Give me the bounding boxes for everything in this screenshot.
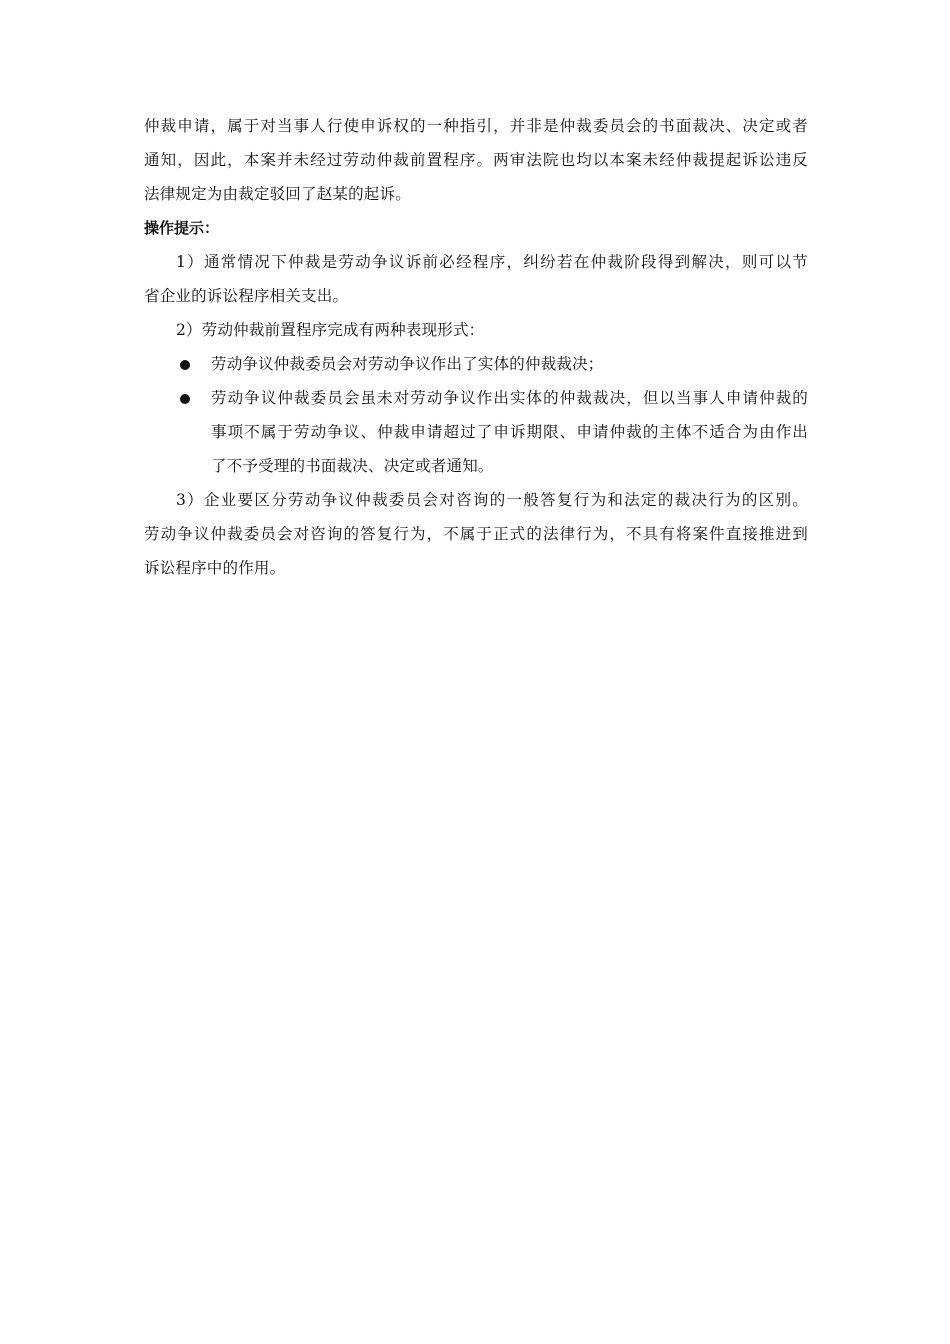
bullet-2-line-2: 事项不属于劳动争议、仲裁申请超过了申诉期限、申请仲裁的主体不适合为由作出 [211,423,808,441]
tip-3-paragraph [144,490,808,579]
intro-line-3: 法律规定为由裁定驳回了赵某的起诉。 [144,185,411,203]
tip-2-paragraph [144,320,808,341]
bullet-1-line-1: 劳动争议仲裁委员会对劳动争议作出了实体的仲裁裁决； [211,355,604,373]
tip-3-line-1: 3）企业要区分劳动争议仲裁委员会对咨询的一般答复行为和法定的裁决行为的区别。 [176,491,808,509]
bullet-2-line-1: 劳动争议仲裁委员会虽未对劳动争议作出实体的仲裁裁决，但以当事人申请仲裁的 [211,389,808,407]
tip-1-paragraph [144,252,808,307]
tip-1-line-2: 省企业的诉讼程序相关支出。 [144,287,349,305]
bullet-2-line-3: 了不予受理的书面裁决、决定或者通知。 [211,457,494,475]
tip-3-line-2: 劳动争议仲裁委员会对咨询的答复行为，不属于正式的法律行为，不具有将案件直接推进到 [144,525,808,543]
list-item [144,354,808,375]
bullet-dot-icon [180,394,190,404]
tip-2-line: 2）劳动仲裁前置程序完成有两种表现形式： [176,321,485,339]
document-body [144,116,808,579]
intro-line-1: 仲裁申请，属于对当事人行使申诉权的一种指引，并非是仲裁委员会的书面裁决、决定或者 [144,117,808,135]
intro-line-2: 通知，因此，本案并未经过劳动仲裁前置程序。两审法院也均以本案未经仲裁提起诉讼违反 [144,151,808,169]
bullet-list [144,354,808,477]
tip-3-line-3: 诉讼程序中的作用。 [144,559,286,577]
list-item [144,388,808,477]
intro-paragraph [144,116,808,205]
section-heading: 操作提示： [144,219,220,237]
bullet-dot-icon [180,360,190,370]
tip-1-line-1: 1）通常情况下仲裁是劳动争议诉前必经程序，纠纷若在仲裁阶段得到解决，则可以节 [176,253,808,271]
